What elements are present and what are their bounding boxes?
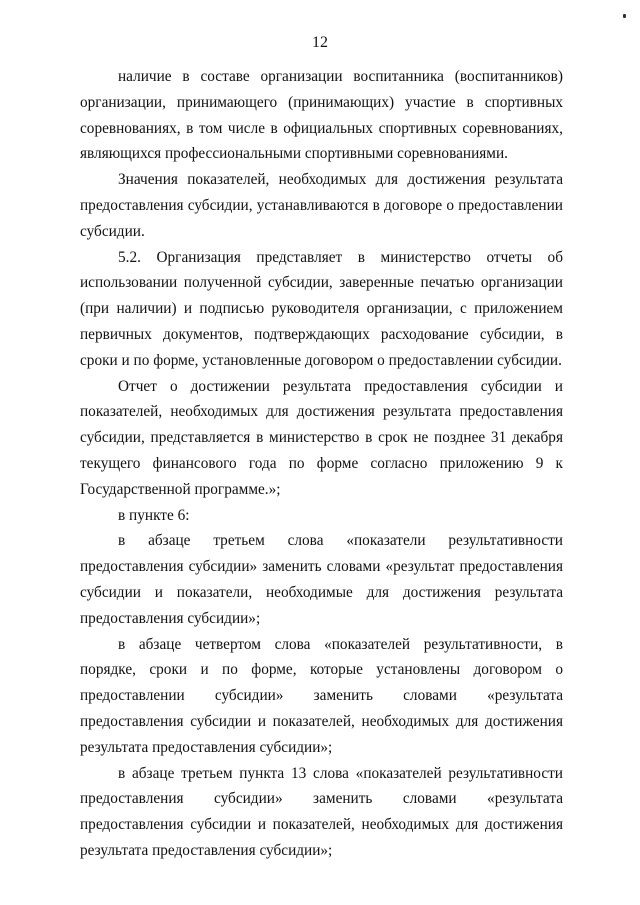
paragraph: 5.2. Организация представляет в министерство отчеты об использовании полученной субсидии, заверенные печатью организации (при наличии) и подписью руководителя организации, с приложением первичных документов, подтверждающих расходование субсидии, в сроки и по форме, установленные договором о предоставлении субсидии. bbox=[80, 248, 563, 369]
paragraph: в абзаце третьем слова «показатели результативности предоставления субсидии» заменить словами «результат предоставления субсидии и показатели, необходимые для достижения результата предоставления субсидии»; bbox=[80, 532, 563, 627]
document-body bbox=[80, 64, 563, 864]
paragraph: в абзаце четвертом слова «показателей результативности, в порядке, сроки и по форме, которые установлены договором о предоставлении субсидии» заменить словами «результата предоставления субсидии и показателей, необходимых для достижения результата предоставления субсидии»; bbox=[80, 635, 563, 756]
paragraph: в пункте 6: bbox=[118, 506, 190, 524]
paragraph: в абзаце третьем пункта 13 слова «показателей результативности предоставления субсидии» заменить словами «результата предоставления субсидии и показателей, необходимых для достижения результата предоставления субсидии»; bbox=[80, 764, 563, 859]
scan-mark bbox=[623, 14, 626, 18]
paragraph: Отчет о достижении результата предоставления субсидии и показателей, необходимых для достижения результата предоставления субсидии, представляется в министерство в срок не позднее 31 декабря текущего финансового года по форме согласно приложению 9 к Государственной программе.»; bbox=[80, 377, 563, 498]
page-number: 12 bbox=[312, 34, 328, 51]
paragraph: наличие в составе организации воспитанника (воспитанников) организации, принимающего (принимающих) участие в спортивных соревнованиях, в том числе в официальных спортивных соревнованиях, являющихся профессиональными спортивными соревнованиями. bbox=[80, 68, 563, 163]
paragraph: Значения показателей, необходимых для достижения результата предоставления субсидии, устанавливаются в договоре о предоставлении субсидии. bbox=[80, 171, 563, 240]
